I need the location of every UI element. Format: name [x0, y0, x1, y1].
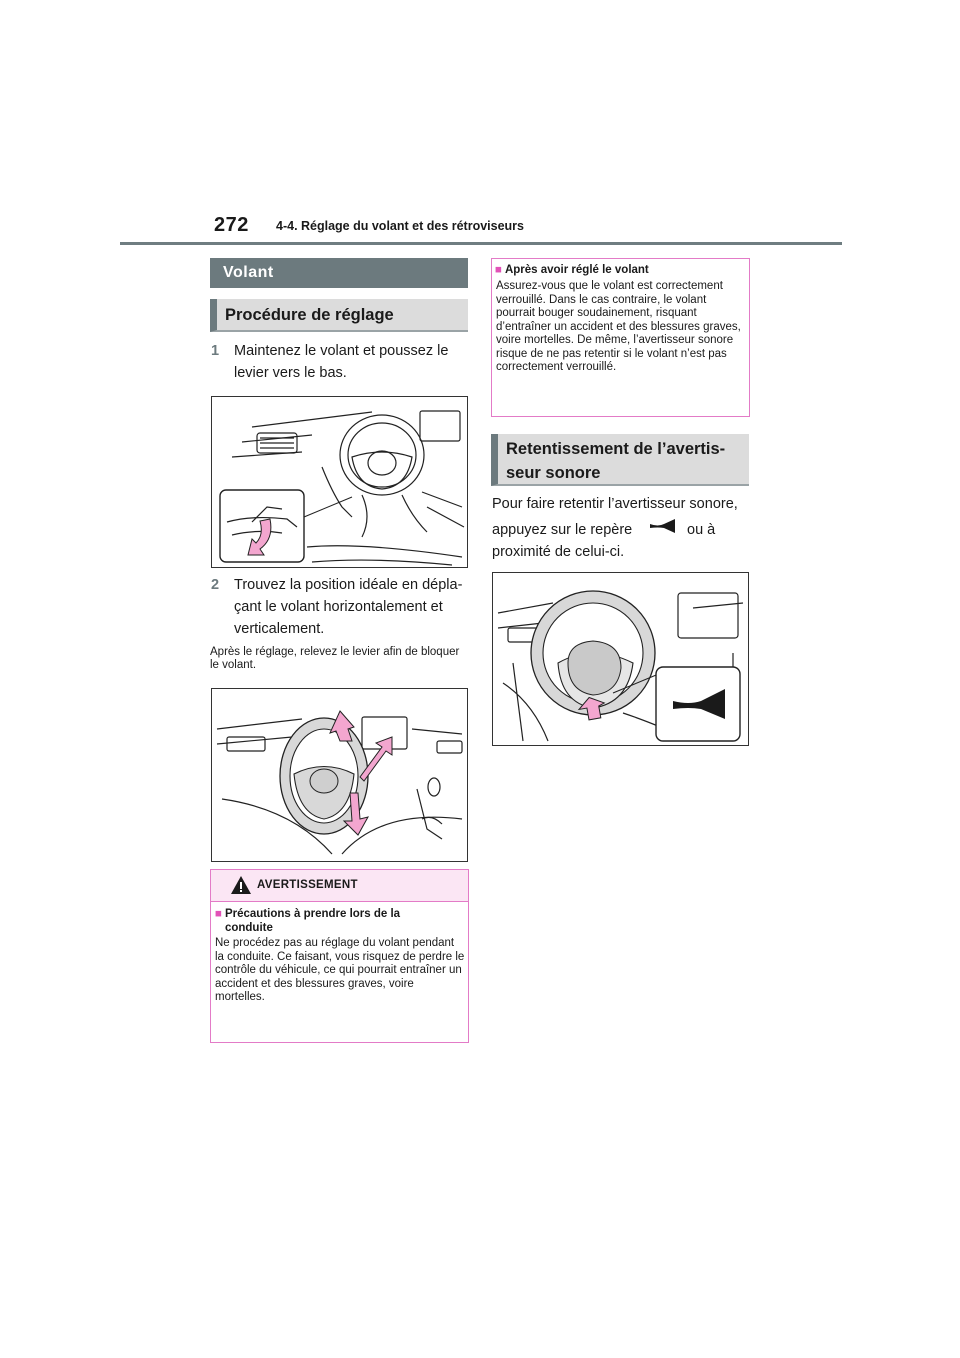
step-number: 1 [211, 343, 220, 359]
step-text: Trouvez la position idéale en déplaçant le volant horizontalement et verticalement. [234, 577, 463, 637]
subsection-horn: Retentissement de l’avertisseur sonore [491, 434, 749, 486]
horn-line-3: proximité de celui-ci. [492, 544, 625, 560]
figure-horn [492, 572, 749, 746]
warning-header [211, 870, 468, 902]
page-number: 272 [214, 214, 249, 236]
figure-lever-release [211, 396, 468, 568]
warning-box [210, 869, 469, 1043]
horn-line-2b: ou à [687, 522, 716, 538]
steering-lever-illustration [212, 397, 467, 567]
info-heading [495, 264, 649, 276]
step-text: Maintenez le volant et poussez le levier vers le bas. [234, 343, 449, 381]
horn-press-illustration [493, 573, 748, 745]
info-body: Assurez-vous que le volant est correctement verrouillé. Dans le cas contraire, le volant pourrait bouger soudainement, risquant d’entraîner un accident et des blessures graves, voire mortelles. De même, l’avertisseur sonore risque de ne pas retentir si le volant n’est pas correctement verrouillé. [496, 280, 741, 373]
warning-heading [215, 907, 460, 935]
step-number: 2 [211, 577, 220, 593]
horn-line-2a: appuyez sur le repère [492, 522, 633, 538]
header-rule [120, 242, 842, 245]
warning-label: AVERTISSEMENT [257, 879, 358, 891]
info-heading-text: Après avoir réglé le volant [504, 264, 649, 276]
section-title-volant: Volant [210, 258, 468, 288]
chapter-title: 4-4. Réglage du volant et des rétroviseurs [276, 219, 524, 233]
square-bullet-icon: ■ [495, 264, 502, 276]
warning-body: Ne procédez pas au réglage du volant pendant la conduite. Ce faisant, vous risquez de perdre le contrôle du véhicule, ce qui pourrait entraîner un accident et des blessures graves, voire mortelles. [215, 937, 465, 1003]
steering-adjust-illustration [212, 689, 467, 861]
step-2 [211, 574, 469, 644]
warning-heading-text: Précautions à prendre lors de la conduite [224, 908, 401, 934]
square-bullet-icon: ■ [215, 908, 222, 920]
figure-adjust-directions [211, 688, 468, 862]
warning-triangle-icon [230, 875, 252, 895]
info-box-after-adjust [491, 258, 750, 417]
subsection-procedure: Procédure de réglage [210, 299, 468, 332]
horn-icon [648, 518, 678, 534]
horn-line-1: Pour faire retentir l’avertisseur sonore, [492, 496, 738, 512]
step-1 [211, 340, 469, 390]
note-lock-lever: Après le réglage, relevez le levier afin de bloquer le volant. [210, 646, 460, 671]
